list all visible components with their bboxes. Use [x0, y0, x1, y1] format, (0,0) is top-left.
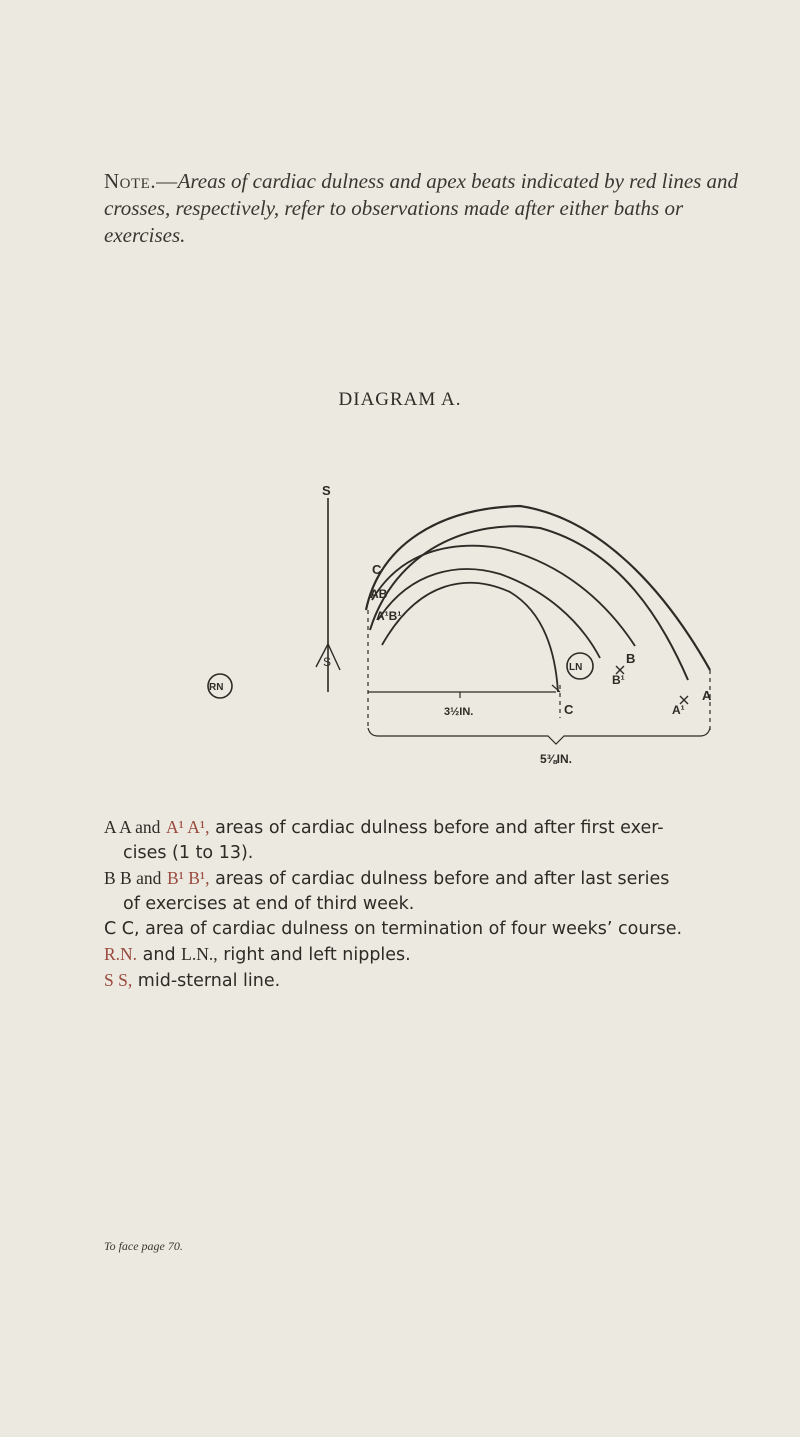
- legend-line-c: C C, area of cardiac dulness on termination of four weeks’ course.: [104, 919, 683, 939]
- legend-line-nipples: [104, 942, 784, 968]
- measure-outer-bracket: [368, 728, 710, 744]
- legend-key-rn: R.N.: [104, 944, 138, 964]
- legend-text-sternal: mid-sternal line.: [137, 971, 281, 991]
- label-s-bottom: S: [323, 655, 332, 669]
- page-footer-note: To face page 70.: [104, 1239, 183, 1253]
- legend-key-ln: L.N.,: [181, 944, 218, 964]
- label-measure-inner: 3½IN.: [444, 706, 474, 718]
- legend-line-a: [104, 815, 784, 841]
- area-b1-outline: [382, 583, 558, 692]
- note-lead: Note.—: [104, 169, 178, 193]
- label-s-top: S: [322, 483, 331, 498]
- legend-key-a1: A¹ A¹,: [165, 817, 210, 837]
- label-c-bottom: C: [564, 702, 574, 717]
- area-a1-outline: [370, 526, 688, 680]
- note-text: Areas of cardiac dulness and apex beats indicated by red lines and crosses, respectively, refer to observations made after either baths or exercises.: [104, 169, 739, 247]
- cardiac-dulness-diagram: [0, 470, 800, 790]
- legend-line-b: [104, 866, 784, 892]
- legend-cont-a: cises (1 to 13).: [123, 843, 254, 863]
- label-rn: RN: [209, 682, 224, 693]
- legend-key-b1: B¹ B¹,: [166, 868, 210, 888]
- legend-line-sternal: [104, 968, 784, 994]
- diagram-title: DIAGRAM A.: [338, 389, 462, 410]
- measure-inner-bracket: [368, 685, 560, 698]
- label-a1: A¹: [672, 703, 685, 717]
- legend-and: and: [142, 945, 176, 965]
- label-a1b1: A¹B¹: [376, 609, 402, 623]
- label-a: A: [702, 688, 712, 703]
- legend: [104, 815, 784, 994]
- legend-key-ss: S S,: [104, 970, 133, 990]
- legend-key-b: B B and: [104, 868, 162, 888]
- legend-text-nipples: right and left nipples.: [223, 945, 411, 965]
- legend-text-a: areas of cardiac dulness before and after first exer-: [215, 818, 664, 838]
- area-b-outline: [378, 569, 600, 658]
- label-b1: B¹: [612, 673, 625, 687]
- area-a-outline: [366, 506, 710, 670]
- label-ln: LN: [569, 662, 583, 673]
- note-paragraph: [104, 168, 764, 249]
- label-ab: AB: [370, 587, 388, 601]
- area-c-outline: [372, 546, 635, 646]
- label-b: B: [626, 651, 636, 666]
- legend-cont-b: of exercises at end of third week.: [123, 894, 415, 914]
- label-c-top: C: [372, 562, 382, 577]
- legend-key-a: A A and: [104, 817, 161, 837]
- legend-text-b: areas of cardiac dulness before and after last series: [215, 869, 670, 889]
- label-measure-outer: 5⅜IN.: [540, 752, 573, 766]
